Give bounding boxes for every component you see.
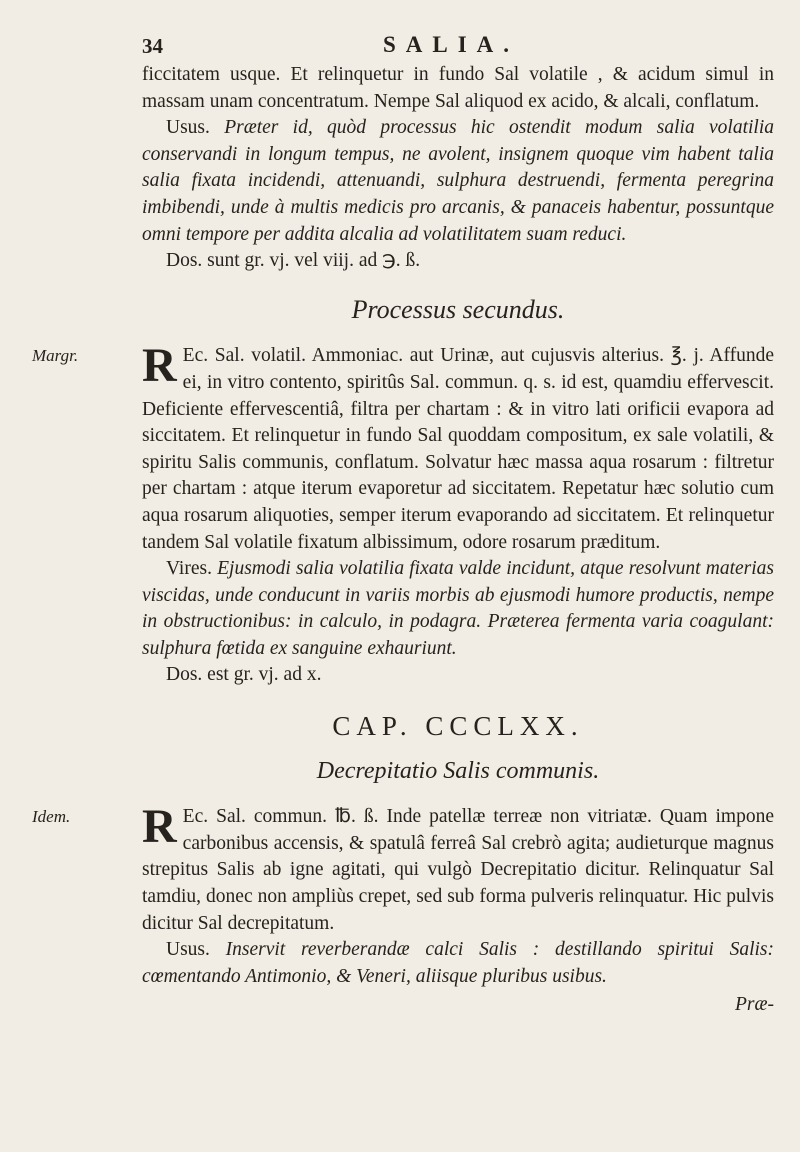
margin-note: Idem.: [32, 807, 71, 827]
recipe-block: [32, 339, 774, 556]
usus-paragraph: [142, 115, 774, 248]
dose-line: Dos. est gr. vj. ad x.: [166, 664, 322, 686]
vires-paragraph: [142, 556, 774, 662]
usus-text: Præter id, quòd processus hic ostendit modum salia volatilia conservandi in longum tempus, ne avolent, insignem quoque vim habent talia salia fixata incidendi, attenuandi, sulphura destruendi, fermenta peregrina imbibendi, unde à multis medicis pro arcanis, & panaceis habentur, possuntque omni tempore per addita alcalia ad volatilitatem suam reduci.: [142, 117, 774, 245]
continuation-text: [142, 62, 774, 115]
vires-text: Ejusmodi salia volatilia fixata valde incidunt, atque resolvunt materias viscidas, unde conducunt in variis morbis ab ejusmodi humore productis, nempe in obstructionibus: in calculo, in podagra. Præterea fermenta varia coagulant: sulphura fœtida ex sanguine exhauriunt.: [142, 558, 774, 659]
usus-label: Usus.: [166, 939, 210, 961]
continuation-line: in massam unam concentratum. Nempe Sal aliquod ex acido, & alcali,: [142, 64, 775, 112]
recipe-text: Ec. Sal. commun. ℔. ß. Inde patellæ terreæ non vitriatæ. Quam impone carbonibus accensis, & spatulâ ferreâ Sal crebrò agita; audieturque magnus strepitus Salis ab igne agitati, qui vulgò Decrepitatio dicitur. Relinquatur Sal tamdiu, donec non ampliùs crepet, sed sub forma pulveris relinquatur. Hic pulvis dicitur Sal decrepitatum.: [142, 806, 774, 934]
vires-label: Vires.: [166, 558, 212, 580]
continuation-line: conflatum.: [675, 90, 760, 112]
margin-note: Margr.: [32, 346, 79, 366]
section-title: Processus secundus.: [351, 294, 565, 324]
chapter-heading: CAP. CCCLXX.: [332, 711, 584, 742]
continuation-line: ficcitatem usque. Et relinquetur in fundo Sal volatile , & acidum simul: [142, 64, 749, 85]
page-header: [142, 24, 760, 64]
drop-cap: R: [142, 339, 177, 393]
recipe-text: Ec. Sal. volatil. Ammoniac. aut Urinæ, aut cujusvis alterius. ℥. j. Affunde ei, in vitro contento, spiritûs Sal. commun. q. s. id est, quamdiu effervescit. Deficiente effervescentiâ, filtra per chartam : & in vitro lati orificii evapora ad siccitatem. Et relinquetur in fundo Sal quoddam compositum, ex sale volatili, & spiritu Salis communis, conflatum. Solvatur hæc massa aqua rosarum : filtretur per chartam : atque iterum evaporetur ad siccitatem. Repetatur hæc solutio cum aqua rosarum aliquoties, semper iterum evaporando ad siccitatem. Et relinquetur tandem Sal volatile fixatum albissimum, odore rosarum præditum.: [142, 345, 774, 553]
usus-paragraph: [142, 937, 774, 990]
chapter-subtitle: Decrepitatio Salis communis.: [316, 757, 600, 784]
page-body: [32, 62, 775, 1019]
usus-label: Usus.: [166, 117, 210, 139]
recipe-block: [32, 800, 774, 937]
dose-line: Dos. sunt gr. vj. vel viij. ad ℈. ß.: [166, 250, 421, 272]
usus-text: Inservit reverberandæ calci Salis : destillando spiritui Salis: cœmentando Antimonio, & Veneri, aliisque pluribus usibus.: [142, 939, 774, 987]
catchword: Præ-: [735, 994, 774, 1016]
drop-cap: R: [142, 800, 177, 854]
page-number: 34: [142, 34, 163, 58]
running-title: SALIA.: [382, 32, 520, 57]
